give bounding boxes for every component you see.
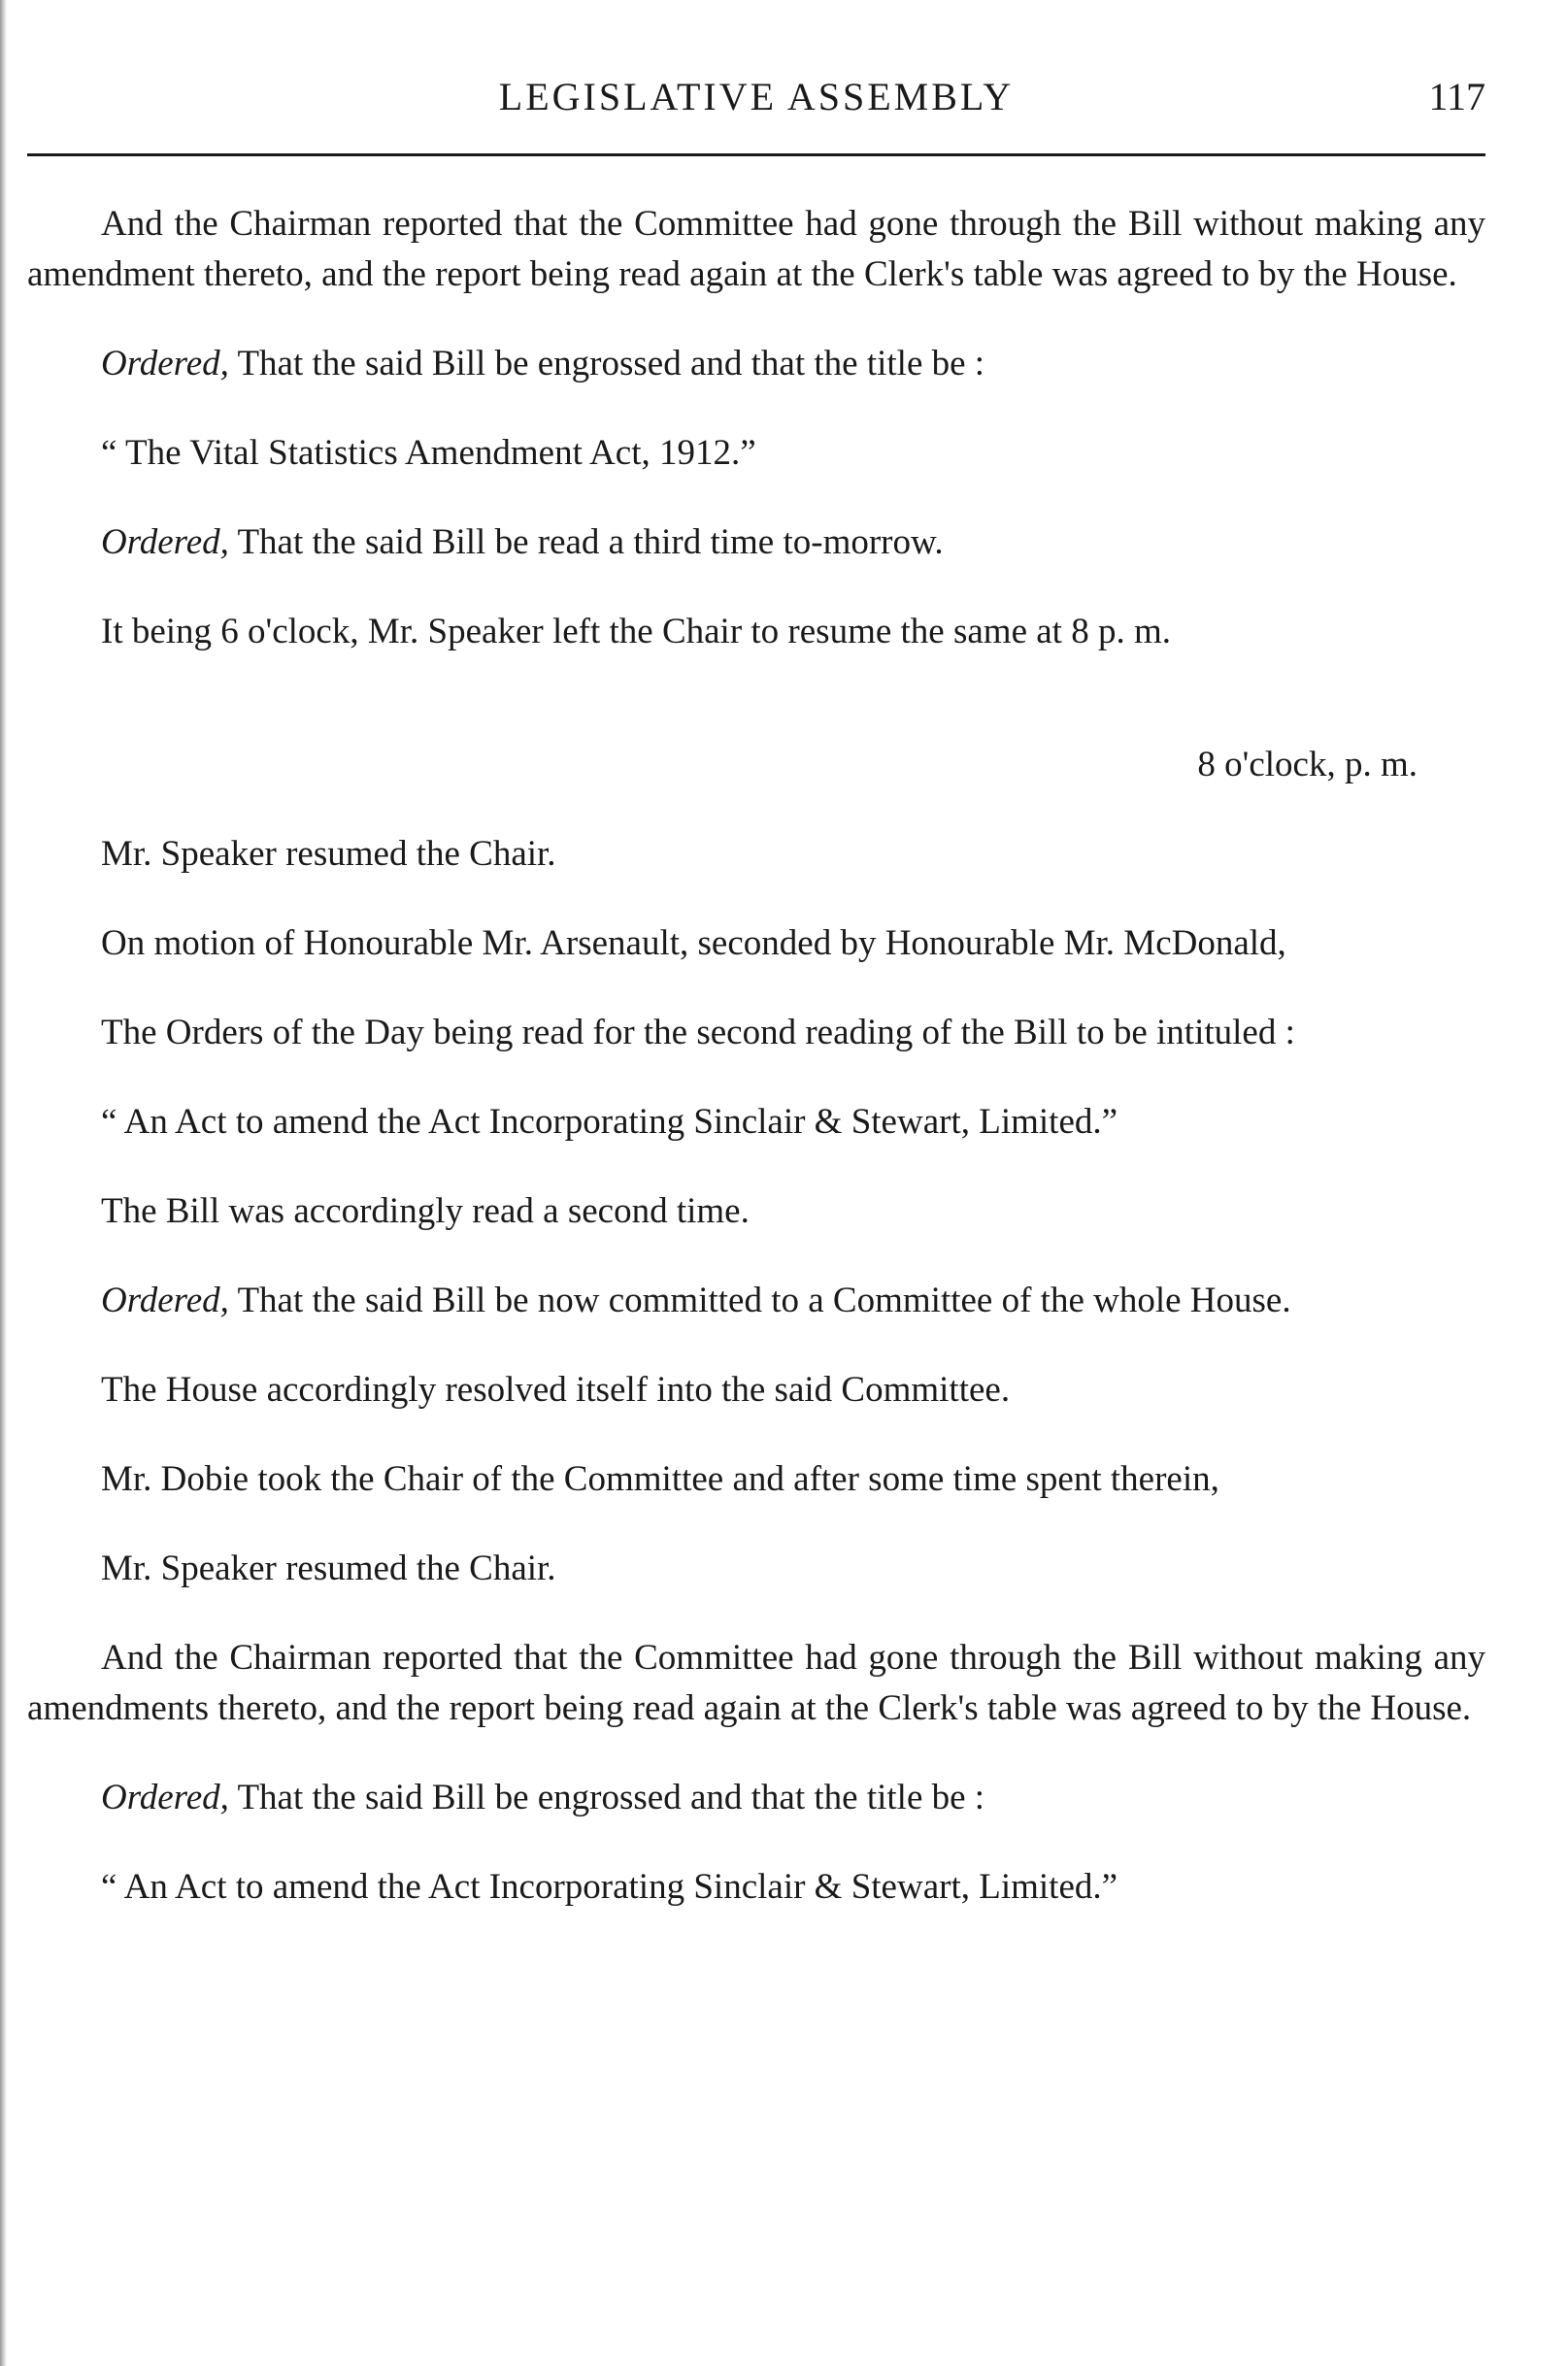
paragraph-text: The Orders of the Day being read for the second reading of the Bill to be intituled : [101,1013,1295,1052]
paragraph-ordered-third-reading [27,517,1485,568]
paragraph-house-resolved [27,1365,1485,1416]
paragraph-text: Mr. Dobie took the Chair of the Committee and after some time spent therein, [101,1459,1219,1499]
ordered-lead: Ordered, [101,1281,229,1320]
paragraph-text: That the said Bill be now committed to a Committee of the whole House. [228,1281,1291,1320]
ordered-lead: Ordered, [101,344,229,383]
paragraph-text: The Bill was accordingly read a second time. [101,1191,750,1231]
paragraph-ordered-engrossed-1 [27,339,1485,389]
ordered-lead: Ordered, [101,522,229,562]
paragraph-dobie-chair [27,1454,1485,1505]
paragraph-text: And the Chairman reported that the Committee had gone through the Bill without making any amendment thereto, and the report being read again at the Clerk's table was agreed to by the House. [27,204,1485,294]
paragraph-text: The House accordingly resolved itself into the said Committee. [101,1370,1011,1410]
paragraph-ordered-engrossed-2 [27,1773,1485,1823]
paragraph-text: On motion of Honourable Mr. Arsenault, seconded by Honourable Mr. McDonald, [101,923,1286,963]
paragraph-orders-of-day [27,1008,1485,1058]
page-number: 117 [1428,75,1485,118]
paragraph-motion [27,918,1485,969]
ordered-lead: Ordered, [101,1778,229,1817]
bill-title-sinclair-stewart-1 [27,1097,1485,1148]
paragraph-text: Mr. Speaker resumed the Chair. [101,834,556,874]
paragraph-speaker-resumed-2 [27,1544,1485,1594]
paragraph-text: It being 6 o'clock, Mr. Speaker left the Chair to resume the same at 8 p. m. [101,612,1171,651]
paragraph-text: 8 o'clock, p. m. [1197,745,1418,784]
paragraph-text: That the said Bill be engrossed and that the title be : [228,344,985,383]
paragraph-chairman-report-2 [27,1633,1485,1734]
paragraph-text: “ An Act to amend the Act Incorporating Sinclair & Stewart, Limited.” [101,1102,1118,1142]
bill-title-sinclair-stewart-2 [27,1862,1485,1913]
running-head: LEGISLATIVE ASSEMBLY [498,75,1015,118]
paragraph-text: “ The Vital Statistics Amendment Act, 1912.” [101,433,756,473]
paragraph-speaker-resumed-1 [27,829,1485,880]
paragraph-text: And the Chairman reported that the Committee had gone through the Bill without making any amendments thereto, and the report being read again at the Clerk's table was agreed to by the House. [27,1638,1485,1728]
bill-title-vital-statistics [27,428,1485,479]
paragraph-second-reading [27,1186,1485,1237]
paragraph-chairman-report-1 [27,199,1485,300]
page-body [27,199,1485,1951]
paragraph-text: Mr. Speaker resumed the Chair. [101,1549,556,1588]
paragraph-text: “ An Act to amend the Act Incorporating Sinclair & Stewart, Limited.” [101,1867,1118,1907]
page-header [27,68,1485,136]
header-rule [27,153,1485,156]
paragraph-text: That the said Bill be engrossed and that the title be : [228,1778,985,1817]
scan-edge-shadow [0,0,7,2366]
paragraph-text: That the said Bill be read a third time to-morrow. [228,522,944,562]
paragraph-ordered-committed [27,1276,1485,1326]
paragraph-six-oclock-recess [27,607,1485,657]
time-mark-eight-oclock [27,740,1485,790]
